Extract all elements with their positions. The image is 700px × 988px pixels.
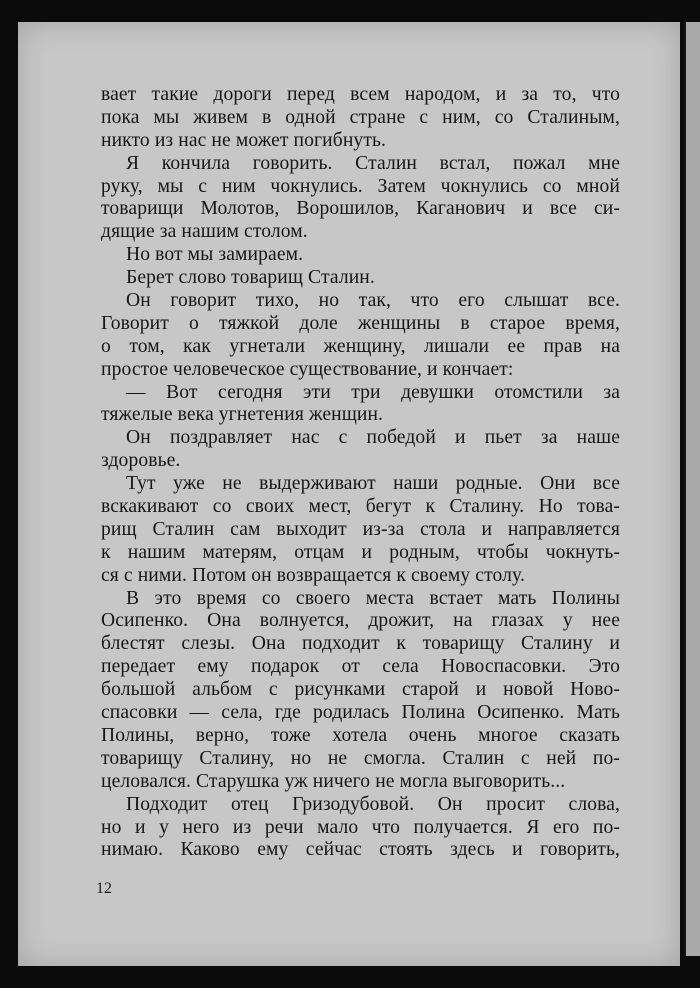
text-line: к нашим матерям, отцам и родным, чтобы чокнуть- xyxy=(101,541,620,563)
text-line: В это время со своего места встает мать Полины xyxy=(126,587,620,609)
text-line: Осипенко. Она волнуется, дрожит, на глазах у нее xyxy=(101,610,620,632)
text-line: Говорит о тяжкой доле женщины в старое время, xyxy=(101,312,620,334)
text-line: Но вот мы замираем. xyxy=(126,244,304,266)
text-line: Я кончила говорить. Сталин встал, пожал мне xyxy=(126,152,620,174)
text-line: рищ Сталин сам выходит из-за стола и направляется xyxy=(101,518,620,540)
text-line: руку, мы с ним чокнулись. Затем чокнулись со мной xyxy=(101,175,620,197)
text-line: Берет слово товарищ Сталин. xyxy=(126,267,375,289)
text-line: вает такие дороги перед всем народом, и за то, что xyxy=(101,84,620,105)
text-line: простое человеческое существование, и кончает: xyxy=(101,358,514,380)
text-line: дящие за нашим столом. xyxy=(101,221,308,243)
text-line: но и у него из речи мало что получается. Я его по- xyxy=(101,816,620,838)
text-line: нимаю. Каково ему сейчас стоять здесь и говорить, xyxy=(101,839,620,861)
text-line: Полины, верно, тоже хотела очень многое сказать xyxy=(101,724,620,746)
text-line: товарищи Молотов, Ворошилов, Каганович и все си- xyxy=(101,198,620,220)
text-line: Тут уже не выдерживают наши родные. Они все xyxy=(126,473,620,495)
text-line: пока мы живем в одной стране с ним, со Сталиным, xyxy=(101,106,620,128)
text-line: товарищу Сталину, но не смогла. Сталин с ней по- xyxy=(101,747,620,769)
text-line: большой альбом с рисунками старой и новой Ново- xyxy=(101,679,620,701)
text-line: здоровье. xyxy=(101,450,181,472)
text-line: — Вот сегодня эти три девушки отомстили за xyxy=(126,381,620,403)
text-line: вскакивают со своих мест, бегут к Сталину. Но това- xyxy=(101,496,620,518)
text-line: о том, как угнетали женщину, лишали ее прав на xyxy=(101,335,620,357)
page-number: 12 xyxy=(96,880,112,897)
page-text xyxy=(101,84,620,862)
text-line: блестят слезы. Она подходит к товарищу Сталину и xyxy=(101,633,620,655)
text-line: тяжелые века угнетения женщин. xyxy=(101,404,384,426)
text-line: Он поздравляет нас с победой и пьет за наше xyxy=(126,427,620,449)
adjacent-page-edge xyxy=(684,22,700,956)
text-line: передает ему подарок от села Новоспасовки. Это xyxy=(101,656,620,678)
text-line: целовался. Старушка уж ничего не могла выговорить... xyxy=(101,770,566,792)
text-line: спасовки — села, где родилась Полина Осипенко. Мать xyxy=(101,702,620,724)
text-line: ся с ними. Потом он возвращается к своему столу. xyxy=(101,564,525,586)
text-line: Он говорит тихо, но так, что его слышат все. xyxy=(126,290,620,312)
text-line: Подходит отец Гризодубовой. Он просит слова, xyxy=(126,793,620,815)
text-line: никто из нас не может погибнуть. xyxy=(101,129,387,151)
